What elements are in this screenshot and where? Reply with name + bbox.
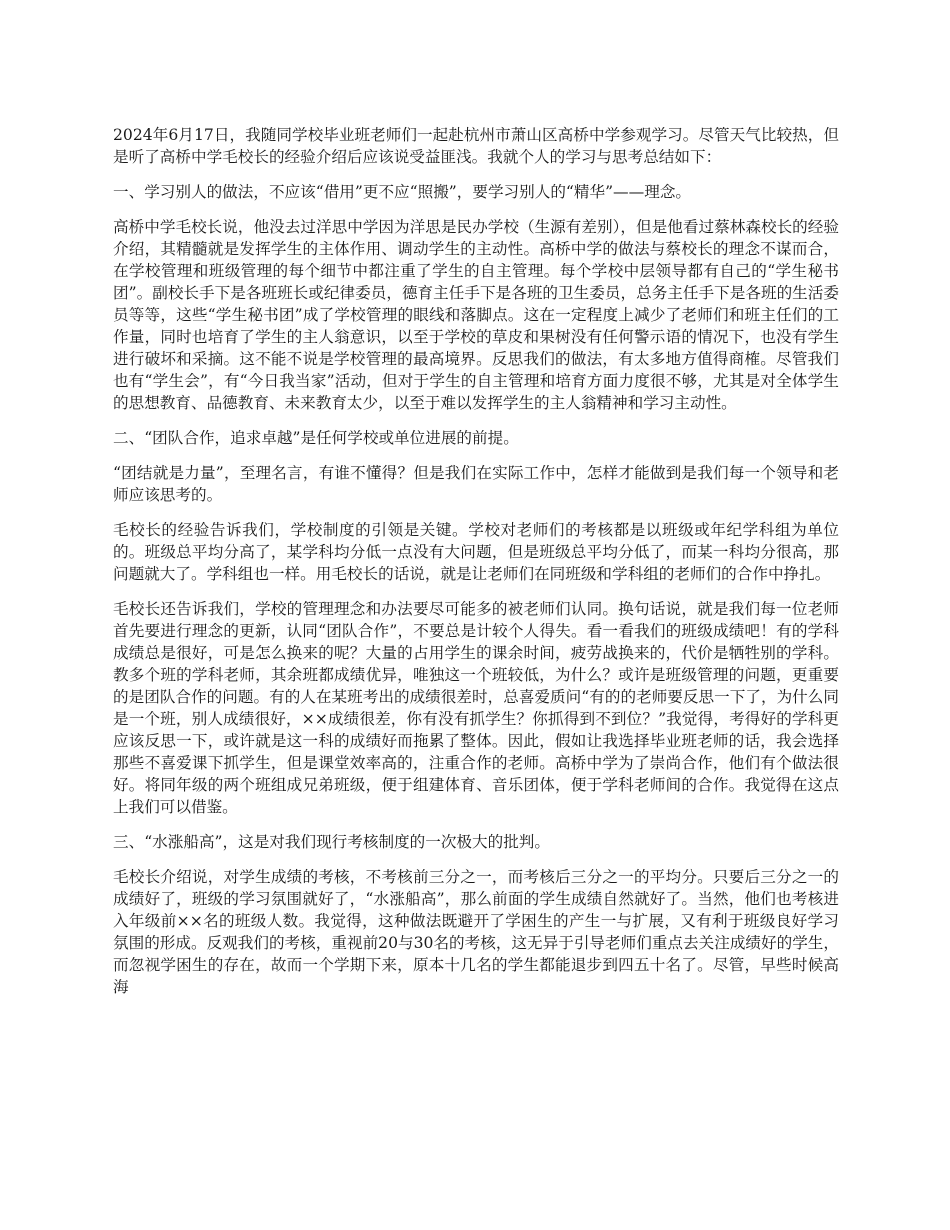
heading-section-2: 二、“团队合作，追求卓越”是任何学校或单位进展的前提。: [113, 429, 519, 447]
paragraph-section-3-body: 毛校长介绍说，对学生成绩的考核，不考核前三分之一，而考核后三分之一的平均分。只要后三分之一的成绩好了，班级的学习氛围就好了，“水涨船高”，那么前面的学生成绩自然就好了。当然，他们也考核进入年级前××名的班级人数。我觉得，这种做法既避开了学困生的产生一与扩展，又有利于班级良好学习氛围的形成。反观我们的考核，重视前20与30名的考核，这无异于引导老师们重点去关注成绩好的学生，而忽视学困生的存在，故而一个学期下来，原本十几名的学生都能退步到四五十名了。尽管，早些时候高海: [113, 868, 839, 996]
paragraph-section-1-body: 高桥中学毛校长说，他没去过洋思中学因为洋思是民办学校（生源有差别），但是他看过蔡林森校长的经验介绍，其精髓就是发挥学生的主体作用、调动学生的主动性。高桥中学的做法与蔡校长的理念不谋而合，在学校管理和班级管理的每个细节中都注重了学生的自主管理。每个学校中层领导都有自己的“学生秘书团”。副校长手下是各班班长或纪律委员，德育主任手下是各班的卫生委员，总务主任手下是各班的生活委员等等，这些“学生秘书团”成了学校管理的眼线和落脚点。这在一定程度上减少了老师们和班主任们的工作量，同时也培育了学生的主人翁意识，以至于学校的草皮和果树没有任何警示语的情况下，也没有学生进行破坏和采摘。这不能不说是学校管理的最高境界。反思我们的做法，有太多地方值得商榷。尽管我们也有“学生会”，有“今日我当家”活动，但对于学生的自主管理和培育方面力度很不够，尤其是对全体学生的思想教育、品德教育、未来教育太少，以至于难以发挥学生的主人翁精神和学习主动性。: [113, 218, 839, 412]
paragraph-intro: 2024年6月17日，我随同学校毕业班老师们一起赴杭州市萧山区高桥中学参观学习。尽管天气比较热，但是听了高桥中学毛校长的经验介绍后应该说受益匪浅。我就个人的学习与思考总结如下：: [113, 126, 839, 166]
paragraph-section-2-body-2: 毛校长还告诉我们，学校的管理理念和办法要尽可能多的被老师们认同。换句话说，就是我们每一位老师首先要进行理念的更新，认同“团队合作”，不要总是计较个人得失。看一看我们的班级成绩吧！有的学科成绩总是很好，可是怎么换来的呢？大量的占用学生的课余时间，疲劳战换来的，代价是牺牲别的学科。教多个班的学科老师，其余班都成绩优异，唯独这一个班较低，为什么？或许是班级管理的问题，更重要的是团队合作的问题。有的人在某班考出的成绩很差时，总喜爱质问“有的的老师要反思一下了，为什么同是一个班，别人成绩很好，××成绩很差，你有没有抓学生？你抓得到不到位？”我觉得，考得好的学科更应该反思一下，或许就是这一科的成绩好而拖累了整体。因此，假如让我选择毕业班老师的话，我会选择那些不喜爱课下抓学生，但是课堂效率高的，注重合作的老师。高桥中学为了崇尚合作，他们有个做法很好。将同年级的两个班组成兄弟班级，便于组建体育、音乐团体，便于学科老师间的合作。我觉得在这点上我们可以借鉴。: [113, 600, 839, 816]
document-body: [113, 124, 839, 1011]
paragraph-section-2-body-1: 毛校长的经验告诉我们，学校制度的引领是关键。学校对老师们的考核都是以班级或年纪学科组为单位的。班级总平均分高了，某学科均分低一点没有大问题，但是班级总平均分低了，而某一科均分很高，那问题就大了。学科组也一样。用毛校长的话说，就是让老师们在同班级和学科组的老师们的合作中挣扎。: [113, 521, 839, 583]
heading-section-3: 三、“水涨船高”，这是对我们现行考核制度的一次极大的批判。: [113, 833, 550, 851]
paragraph-section-2-intro: “团结就是力量”，至理名言，有谁不懂得？但是我们在实际工作中，怎样才能做到是我们每一个领导和老师应该思考的。: [113, 464, 839, 504]
heading-section-1: 一、学习别人的做法，不应该“借用”更不应“照搬”，要学习别人的“精华”——理念。: [113, 183, 692, 201]
